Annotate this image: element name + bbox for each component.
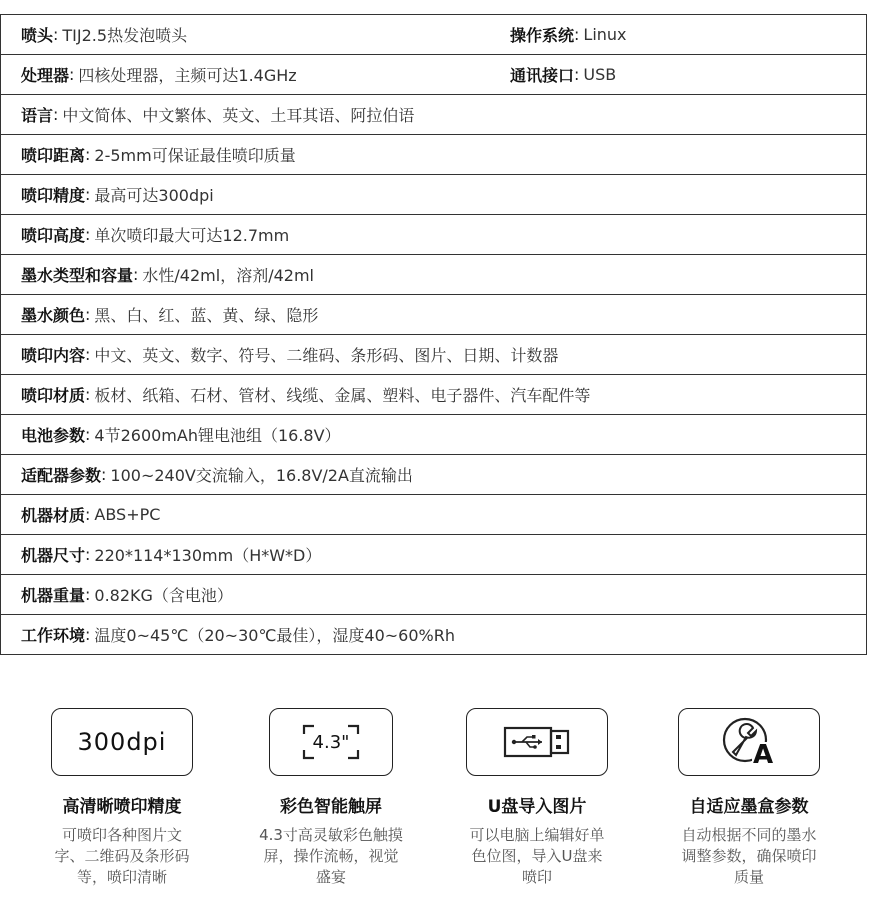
feature-usb-import bbox=[437, 708, 637, 888]
spec-label: 喷印距离 bbox=[21, 146, 86, 165]
spec-label: 机器尺寸 bbox=[21, 546, 86, 565]
screen-size-text: 4.3" bbox=[312, 731, 350, 753]
spec-row bbox=[1, 135, 866, 175]
spec-value: 4节2600mAh锂电池组（16.8V） bbox=[94, 426, 341, 445]
spec-value: 板材、纸箱、石材、管材、线缆、金属、塑料、电子器件、汽车配件等 bbox=[94, 386, 591, 405]
feature-desc: 自动根据不同的墨水调整参数，确保喷印质量 bbox=[681, 826, 817, 886]
spec-label: 处理器 bbox=[21, 66, 70, 85]
auto-letter-icon: A bbox=[753, 740, 774, 770]
spec-separator: : bbox=[85, 585, 91, 604]
spec-value: 220*114*130mm（H*W*D） bbox=[94, 546, 322, 565]
spec-value: 黑、白、红、蓝、黄、绿、隐形 bbox=[94, 306, 319, 325]
spec-row bbox=[1, 415, 866, 455]
spec-row bbox=[1, 175, 866, 215]
spec-value: 中文、英文、数字、符号、二维码、条形码、图片、日期、计数器 bbox=[94, 346, 559, 365]
spec-label: 喷印高度 bbox=[21, 226, 86, 245]
spec-cell bbox=[1, 383, 590, 406]
spec-cell bbox=[490, 63, 616, 86]
spec-cell bbox=[1, 583, 233, 606]
feature-desc: 可以电脑上编辑好单色位图，导入U盘来喷印 bbox=[469, 826, 605, 886]
spec-value: 0.82KG（含电池） bbox=[94, 586, 233, 605]
spec-value: 四核处理器，主频可达1.4GHz bbox=[78, 66, 297, 85]
spec-separator: : bbox=[53, 25, 59, 44]
spec-separator: : bbox=[85, 185, 91, 204]
spec-cell bbox=[1, 23, 490, 46]
spec-cell bbox=[1, 63, 490, 86]
spec-row bbox=[1, 375, 866, 415]
spec-label: 喷印精度 bbox=[21, 186, 86, 205]
resolution-badge-text: 300dpi bbox=[77, 728, 167, 756]
spec-row bbox=[1, 215, 866, 255]
spec-label: 墨水类型和容量 bbox=[21, 266, 134, 285]
spec-separator: : bbox=[69, 65, 75, 84]
spec-cell bbox=[1, 543, 321, 566]
touchscreen-icon bbox=[269, 708, 393, 776]
spec-value: 2-5mm可保证最佳喷印质量 bbox=[94, 146, 296, 165]
screen-frame-icon bbox=[300, 722, 362, 762]
spec-label: 喷印内容 bbox=[21, 346, 86, 365]
spec-value: 100~240V交流输入，16.8V/2A直流输出 bbox=[110, 466, 413, 485]
spec-cell bbox=[1, 303, 318, 326]
usb-stick-icon bbox=[502, 725, 572, 759]
spec-separator: : bbox=[85, 305, 91, 324]
feature-title: 自适应墨盒参数 bbox=[689, 797, 809, 817]
spec-row bbox=[1, 535, 866, 575]
spec-separator: : bbox=[85, 145, 91, 164]
spec-value: 单次喷印最大可达12.7mm bbox=[94, 226, 290, 245]
spec-row bbox=[1, 615, 866, 655]
feature-title: 高清晰喷印精度 bbox=[62, 797, 182, 817]
spec-value: 最高可达300dpi bbox=[94, 186, 214, 205]
spec-cell bbox=[1, 183, 214, 206]
spec-separator: : bbox=[133, 265, 139, 284]
feature-resolution bbox=[22, 708, 222, 888]
feature-title: U盘导入图片 bbox=[487, 797, 587, 817]
usb-drive-icon bbox=[466, 708, 608, 776]
feature-adaptive-cartridge bbox=[649, 708, 849, 888]
spec-separator: : bbox=[85, 625, 91, 644]
spec-row bbox=[1, 255, 866, 295]
spec-value: 水性/42ml，溶剂/42ml bbox=[142, 266, 314, 285]
spec-table bbox=[0, 14, 867, 655]
spec-separator: : bbox=[85, 425, 91, 444]
spec-row bbox=[1, 575, 866, 615]
feature-touchscreen bbox=[231, 708, 431, 888]
spec-separator: : bbox=[53, 105, 59, 124]
spec-label: 电池参数 bbox=[21, 426, 86, 445]
spec-label: 适配器参数 bbox=[21, 466, 102, 485]
spec-cell bbox=[1, 503, 160, 526]
spec-cell bbox=[1, 623, 455, 646]
wrench-icon bbox=[719, 714, 779, 770]
spec-row bbox=[1, 335, 866, 375]
spec-value: TIJ2.5热发泡喷头 bbox=[62, 26, 188, 45]
spec-separator: : bbox=[85, 545, 91, 564]
spec-label: 操作系统 bbox=[510, 26, 575, 45]
spec-label: 喷头 bbox=[21, 26, 54, 45]
spec-row bbox=[1, 95, 866, 135]
spec-label: 喷印材质 bbox=[21, 386, 86, 405]
spec-cell bbox=[490, 23, 627, 46]
spec-cell bbox=[1, 103, 414, 126]
spec-cell bbox=[1, 263, 314, 286]
spec-separator: : bbox=[574, 65, 580, 84]
spec-label: 机器材质 bbox=[21, 506, 86, 525]
wrench-auto-icon bbox=[678, 708, 820, 776]
spec-label: 通讯接口 bbox=[510, 66, 575, 85]
feature-title: 彩色智能触屏 bbox=[280, 797, 382, 817]
spec-row bbox=[1, 455, 866, 495]
spec-separator: : bbox=[85, 385, 91, 404]
spec-separator: : bbox=[85, 505, 91, 524]
spec-cell bbox=[1, 463, 413, 486]
spec-row bbox=[1, 15, 866, 55]
spec-row bbox=[1, 55, 866, 95]
feature-section bbox=[0, 708, 869, 903]
spec-separator: : bbox=[85, 225, 91, 244]
spec-row bbox=[1, 495, 866, 535]
spec-row bbox=[1, 295, 866, 335]
spec-cell bbox=[1, 143, 296, 166]
spec-label: 语言 bbox=[21, 106, 54, 125]
spec-label: 机器重量 bbox=[21, 586, 86, 605]
spec-label: 工作环境 bbox=[21, 626, 86, 645]
spec-value: Linux bbox=[583, 25, 627, 44]
spec-label: 墨水颜色 bbox=[21, 306, 86, 325]
feature-desc: 可喷印各种图片文字、二维码及条形码等，喷印清晰 bbox=[54, 826, 190, 886]
feature-desc: 4.3寸高灵敏彩色触摸屏，操作流畅，视觉盛宴 bbox=[259, 826, 403, 886]
spec-value: ABS+PC bbox=[94, 505, 161, 524]
spec-separator: : bbox=[85, 345, 91, 364]
spec-value: 中文简体、中文繁体、英文、土耳其语、阿拉伯语 bbox=[62, 106, 415, 125]
spec-separator: : bbox=[101, 465, 107, 484]
spec-cell bbox=[1, 223, 289, 246]
spec-value: 温度0~45℃（20~30℃最佳），湿度40~60%Rh bbox=[94, 626, 456, 645]
resolution-badge bbox=[51, 708, 193, 776]
spec-value: USB bbox=[583, 65, 617, 84]
spec-separator: : bbox=[574, 25, 580, 44]
spec-cell bbox=[1, 423, 341, 446]
spec-cell bbox=[1, 343, 558, 366]
